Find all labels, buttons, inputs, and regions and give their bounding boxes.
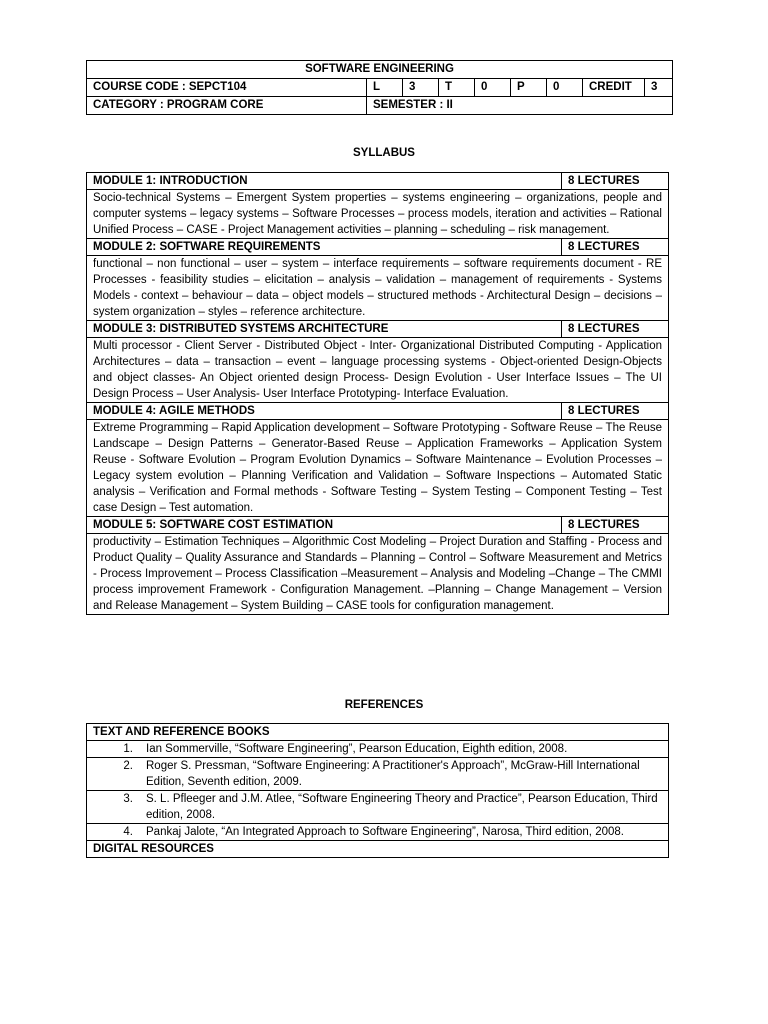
- module-title: MODULE 1: INTRODUCTION: [87, 173, 562, 190]
- tutorial-hours-value: 0: [475, 79, 511, 97]
- module-header-row: [87, 403, 669, 420]
- module-content-row: [87, 534, 669, 615]
- module-content-row: [87, 256, 669, 321]
- practical-hours-label: P: [511, 79, 547, 97]
- module-content-row: [87, 190, 669, 239]
- module-content: Socio-technical Systems – Emergent System properties – systems engineering – organizations, people and computer systems – legacy systems – Software Processes – process models, iteration and activities – Rational Unified Process – CASE - Project Management activities – planning – scheduling – risk management.: [87, 190, 669, 239]
- book-citation: Roger S. Pressman, “Software Engineering: A Practitioner's Approach”, McGraw-Hill International Edition, Seventh edition, 2009.: [146, 760, 640, 788]
- module-lectures: 8 LECTURES: [562, 239, 669, 256]
- book-number: 3.: [123, 793, 133, 805]
- practical-hours-value: 0: [547, 79, 583, 97]
- module-title: MODULE 5: SOFTWARE COST ESTIMATION: [87, 517, 562, 534]
- module-lectures: 8 LECTURES: [562, 321, 669, 338]
- course-info-table: [86, 60, 673, 115]
- book-citation: S. L. Pfleeger and J.M. Atlee, “Software Engineering Theory and Practice”, Pearson Education, Third edition, 2008.: [146, 793, 658, 821]
- course-code: COURSE CODE : SEPCT104: [87, 79, 367, 97]
- syllabus-table: [86, 172, 669, 615]
- module-title: MODULE 2: SOFTWARE REQUIREMENTS: [87, 239, 562, 256]
- module-title: MODULE 3: DISTRIBUTED SYSTEMS ARCHITECTURE: [87, 321, 562, 338]
- course-category: CATEGORY : PROGRAM CORE: [87, 97, 367, 115]
- book-item: [87, 824, 669, 841]
- module-content: Extreme Programming – Rapid Application development – Software Prototyping - Software Reuse – The Reuse Landscape – Design Patterns – Generator-Based Reuse – Application Frameworks – Application System Reuse - Software Evolution – Program Evolution Dynamics – Software Maintenance – Evolution Processes – Legacy system evolution – Planning Verification and Validation – Software Inspections – Automated Static analysis – Verification and Formal methods - Software Testing – System Testing – Component Testing – Test case Design – Test automation.: [87, 420, 669, 517]
- course-semester: SEMESTER : II: [367, 97, 673, 115]
- module-lectures: 8 LECTURES: [562, 173, 669, 190]
- module-content: functional – non functional – user – system – interface requirements – software requirements document - RE Processes - feasibility studies – elicitation – analysis – validation – management of requirements - Systems Models - context – behaviour – data – object models – structured methods - Architectural Design – decisions – system organization – styles – reference architecture.: [87, 256, 669, 321]
- book-number: 1.: [123, 743, 133, 755]
- book-number: 4.: [123, 826, 133, 838]
- syllabus-heading: SYLLABUS: [353, 147, 415, 159]
- book-number: 2.: [123, 760, 133, 772]
- module-content-row: [87, 420, 669, 517]
- book-item: [87, 791, 669, 824]
- tutorial-hours-label: T: [439, 79, 475, 97]
- book-citation: Pankaj Jalote, “An Integrated Approach to Software Engineering”, Narosa, Third edition, 2008.: [146, 826, 624, 838]
- module-lectures: 8 LECTURES: [562, 403, 669, 420]
- books-header: TEXT AND REFERENCE BOOKS: [87, 724, 669, 741]
- module-header-row: [87, 173, 669, 190]
- book-item: [87, 758, 669, 791]
- module-title: MODULE 4: AGILE METHODS: [87, 403, 562, 420]
- module-content-row: [87, 338, 669, 403]
- book-citation: Ian Sommerville, “Software Engineering”, Pearson Education, Eighth edition, 2008.: [146, 743, 568, 755]
- course-title: SOFTWARE ENGINEERING: [87, 61, 673, 79]
- module-lectures: 8 LECTURES: [562, 517, 669, 534]
- module-header-row: [87, 321, 669, 338]
- module-content: Multi processor - Client Server - Distributed Object - Inter- Organizational Distributed Computing - Application Architectures – data – transaction – event – language processing systems - Object-oriented Design-Objects and object classes- An Object oriented design Process- Design Evolution - User Interface Issues – The UI Design Process – User Analysis- User Interface Prototyping- Interface Evaluation.: [87, 338, 669, 403]
- credit-label: CREDIT: [583, 79, 645, 97]
- references-table: [86, 723, 669, 858]
- lecture-hours-label: L: [367, 79, 403, 97]
- credit-value: 3: [645, 79, 673, 97]
- book-item: [87, 741, 669, 758]
- module-content: productivity – Estimation Techniques – Algorithmic Cost Modeling – Project Duration and Staffing - Process and Product Quality – Quality Assurance and Standards – Planning – Control – Software Measurement and Metrics - Process Improvement – Process Classification –Measurement – Analysis and Modeling –Change – The CMMI process improvement Framework - Configuration Management. –Planning – Change Management – Version and Release Management – System Building – CASE tools for configuration management.: [87, 534, 669, 615]
- module-header-row: [87, 517, 669, 534]
- digital-resources-header: DIGITAL RESOURCES: [87, 841, 669, 858]
- references-heading: REFERENCES: [344, 699, 424, 711]
- lecture-hours-value: 3: [403, 79, 439, 97]
- module-header-row: [87, 239, 669, 256]
